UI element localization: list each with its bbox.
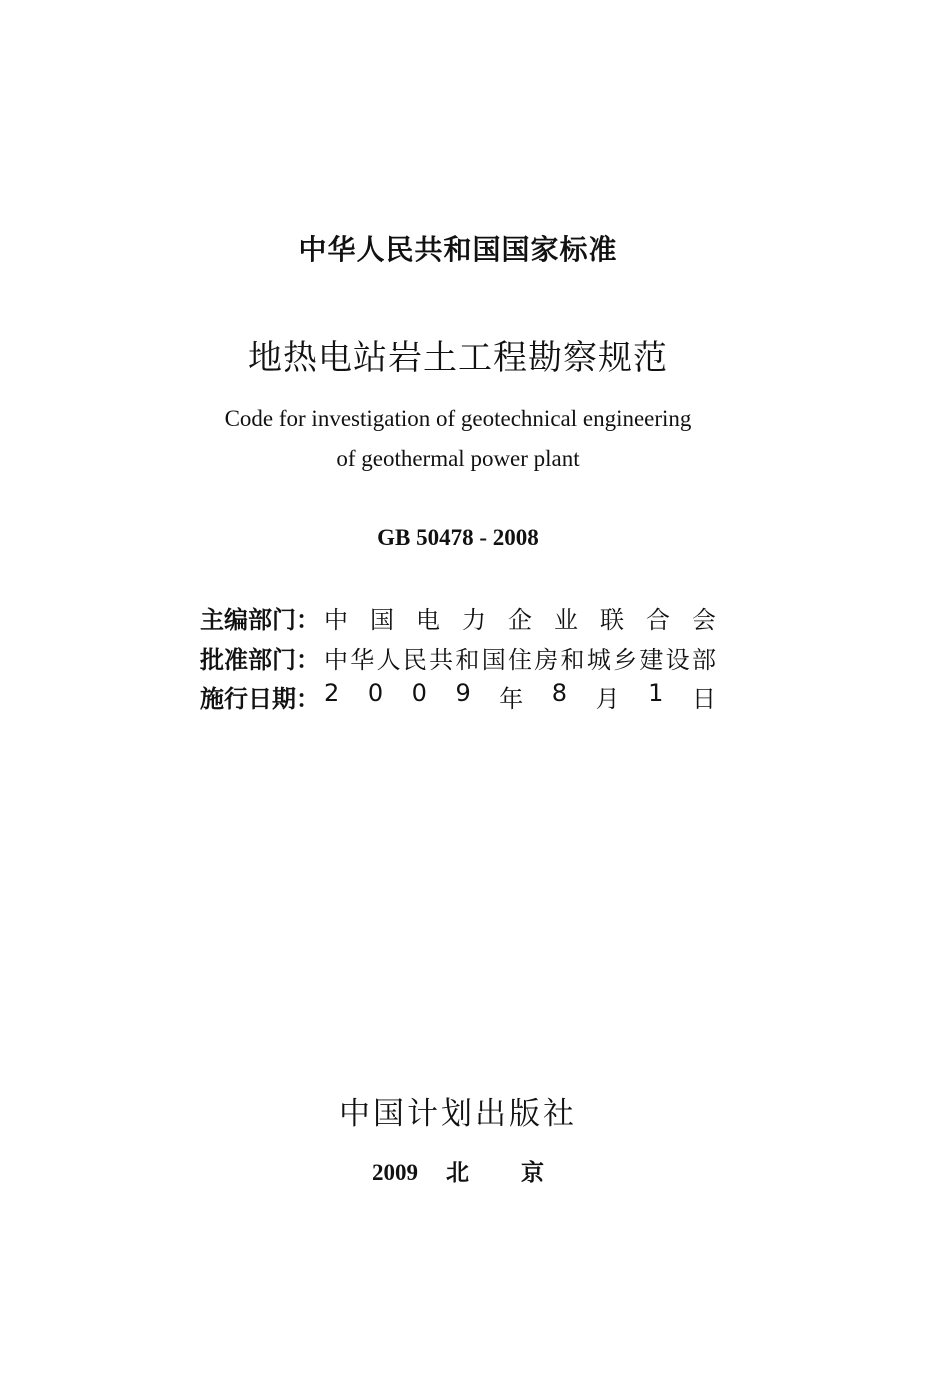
info-char: 合 xyxy=(646,606,670,634)
info-char: 8 xyxy=(551,679,568,707)
info-char: 华 xyxy=(350,646,375,674)
approval-dept-row xyxy=(200,640,716,675)
info-char: 住 xyxy=(507,646,532,674)
publisher: 中国计划出版社 xyxy=(339,1096,577,1132)
info-value xyxy=(324,679,716,714)
info-char: 会 xyxy=(692,606,716,634)
info-char: 0 xyxy=(411,679,427,707)
info-char: 中 xyxy=(324,606,348,634)
info-char: 2 xyxy=(324,679,340,707)
standard-code: GB 50478 - 2008 xyxy=(377,525,539,550)
info-char: 和 xyxy=(560,646,585,674)
info-char: 建 xyxy=(639,646,664,674)
info-char: 部 xyxy=(691,646,716,674)
info-char: 1 xyxy=(648,679,664,707)
info-char: 共 xyxy=(429,646,454,674)
chief-editor-row xyxy=(200,600,716,635)
publication-city-char: 京 xyxy=(521,1160,544,1185)
info-char: 企 xyxy=(508,606,532,634)
title-english-line2: of geothermal power plant xyxy=(336,446,580,471)
publication-year: 2009 xyxy=(372,1160,418,1185)
info-char: 年 xyxy=(499,685,524,713)
info-label: 主编部门： xyxy=(200,606,320,634)
info-char: 设 xyxy=(665,646,690,674)
info-char: 国 xyxy=(370,606,394,634)
info-value xyxy=(324,640,716,675)
publication-city-char: 北 xyxy=(446,1160,469,1185)
info-char: 业 xyxy=(554,606,578,634)
standard-category: 中华人民共和国国家标准 xyxy=(298,233,618,266)
info-label: 施行日期： xyxy=(200,685,320,713)
title-english-line1: Code for investigation of geotechnical engineering xyxy=(224,406,692,431)
info-char: 中 xyxy=(324,646,348,674)
info-char: 民 xyxy=(402,646,427,674)
info-char: 城 xyxy=(586,646,611,674)
info-char: 0 xyxy=(367,679,384,707)
info-char: 房 xyxy=(534,646,559,674)
info-char: 日 xyxy=(691,685,716,713)
info-label: 批准部门： xyxy=(200,646,320,674)
info-char: 9 xyxy=(455,679,471,707)
info-char: 电 xyxy=(416,606,440,634)
title-chinese: 地热电站岩土工程勘察规范 xyxy=(248,338,668,378)
info-char: 国 xyxy=(481,646,506,674)
info-char: 力 xyxy=(462,606,486,634)
info-char: 联 xyxy=(600,606,624,634)
info-char: 人 xyxy=(376,646,401,674)
info-char: 月 xyxy=(595,685,620,713)
info-char: 乡 xyxy=(613,646,638,674)
publication-line xyxy=(0,1154,916,1187)
info-char: 和 xyxy=(455,646,480,674)
info-value xyxy=(324,600,716,635)
effective-date-row xyxy=(200,679,716,714)
